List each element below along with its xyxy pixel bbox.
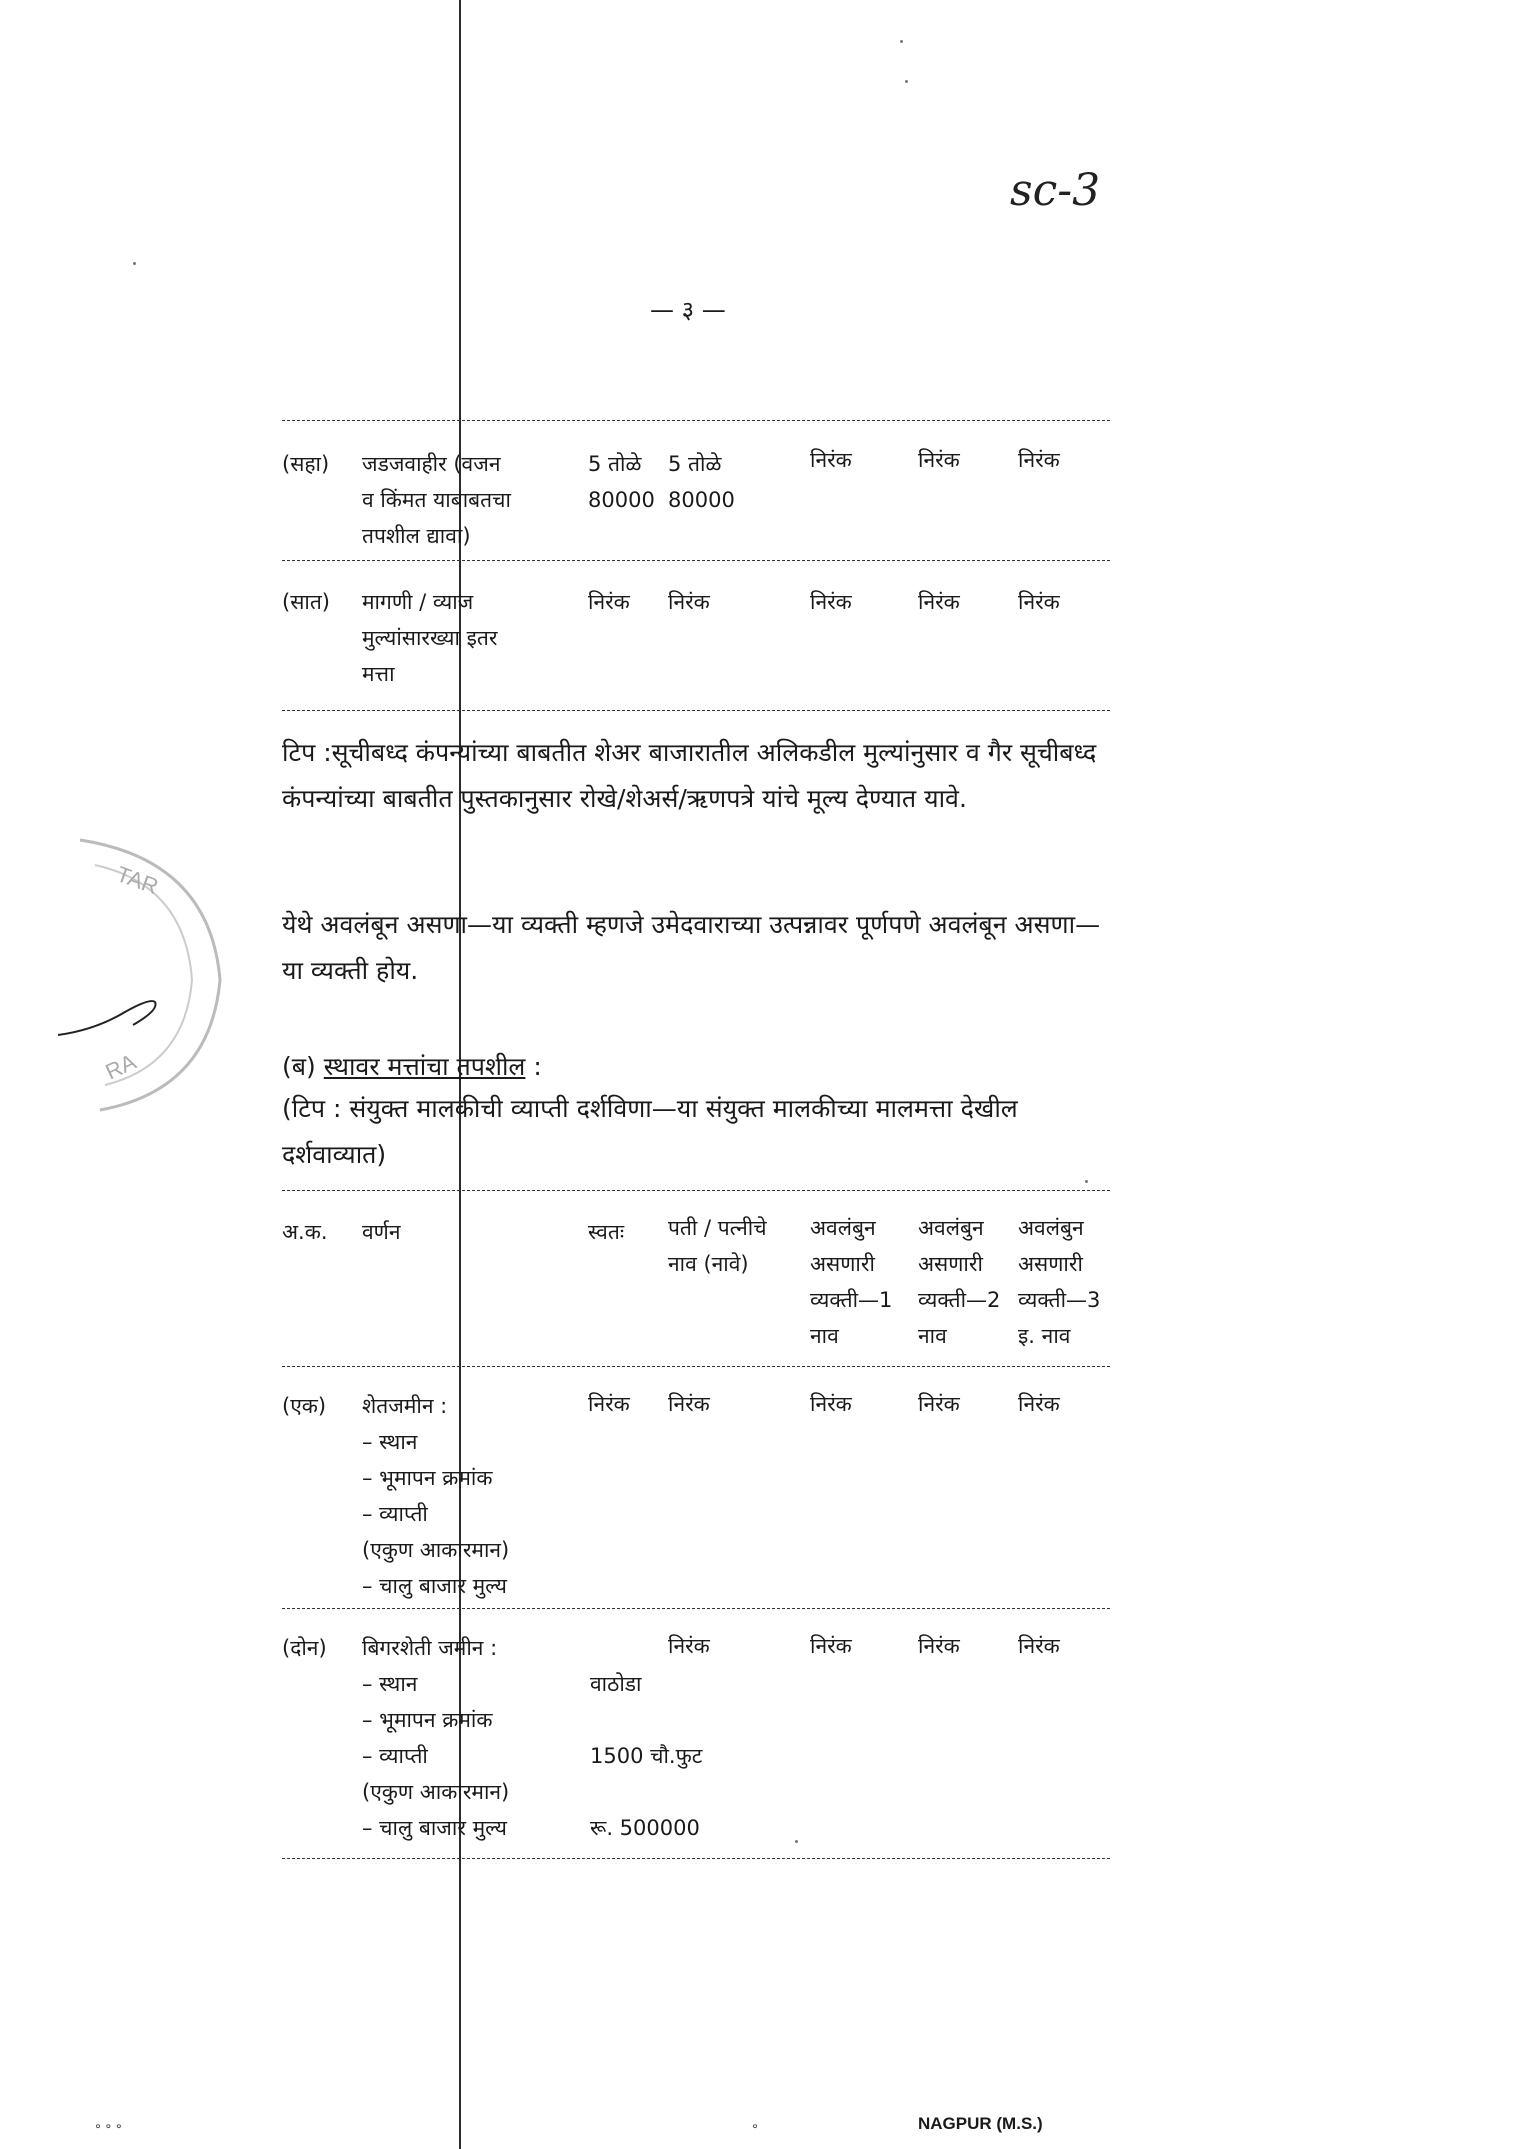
row-self-value: वाठोडा 1500 चौ.फुट रू. 500000 <box>590 1672 703 1840</box>
footer-center-mark: ॰ <box>752 2120 758 2136</box>
scan-speck <box>133 262 136 265</box>
row-dependent-3: निरंक <box>1018 590 1060 614</box>
row-self-value: 5 तोळे 80000 <box>588 452 655 512</box>
header-self: स्वतः <box>588 1220 625 1244</box>
row-self-value: निरंक <box>588 590 630 614</box>
header-dependent-1: अवलंबुन असणारी व्यक्ती—1 नाव <box>810 1216 893 1348</box>
header-divider <box>282 1366 1110 1367</box>
table-bottom-rule <box>282 1858 1110 1859</box>
section-b-prefix: (ब) <box>282 1052 316 1081</box>
footer-left-mark: ॰ ॰ ॰ <box>95 2120 122 2136</box>
row-serial: (दोन) <box>282 1636 327 1660</box>
svg-text:RA: RA <box>101 1048 140 1085</box>
row-dependent-2: निरंक <box>918 1392 960 1416</box>
row-dependent-3: निरंक <box>1018 1634 1060 1658</box>
row-dependent-1: निरंक <box>810 590 852 614</box>
section-b-heading <box>282 1044 542 1090</box>
scan-speck <box>1085 1180 1088 1183</box>
row-description: जडजवाहीर (वजन व किंमत याबाबतचा तपशील द्यावा) <box>362 452 511 548</box>
table-top-rule <box>282 1190 1110 1191</box>
signature-stroke <box>55 990 165 1050</box>
handwritten-reference: sc-3 <box>1010 165 1101 216</box>
header-description: वर्णन <box>362 1220 401 1244</box>
row-spouse-value: निरंक <box>668 1392 710 1416</box>
scan-speck <box>900 40 903 43</box>
row-spouse-value: निरंक <box>668 590 710 614</box>
scan-speck <box>795 1840 798 1843</box>
row-description: बिगरशेती जमीन : – स्थान – भूमापन क्रमांक – व्याप्ती (एकुण आकारमान) – चालु बाजार मुल्य <box>362 1636 510 1840</box>
row-serial: (सहा) <box>282 452 330 476</box>
row-dependent-2: निरंक <box>918 590 960 614</box>
note-dependents-definition: येथे अवलंबून असणा—या व्यक्ती म्हणजे उमेदवाराच्या उत्पन्नावर पूर्णपणे अवलंबून असणा—या व्यक्ती होय. <box>282 910 1101 985</box>
scan-speck <box>905 80 908 83</box>
row-self-value: निरंक <box>588 1392 630 1416</box>
table-top-rule <box>282 420 1110 421</box>
row-spouse-value: निरंक <box>668 1634 710 1658</box>
note-shares-valuation: टिप :सूचीबध्द कंपन्यांच्या बाबतीत शेअर बाजारातील अलिकडील मुल्यांनुसार व गैर सूचीबध्द कंपन्यांच्या बाबतीत पुस्तकानुसार रोखे/शेअर्स/ऋणपत्रे यांचे मूल्य देण्यात यावे. <box>282 738 1097 813</box>
row-description: शेतजमीन : – स्थान – भूमापन क्रमांक – व्याप्ती (एकुण आकारमान) – चालु बाजार मुल्य <box>362 1394 510 1598</box>
row-dependent-2: निरंक <box>918 448 960 472</box>
table-bottom-rule <box>282 710 1110 711</box>
row-divider <box>282 560 1110 561</box>
row-spouse-value: 5 तोळे 80000 <box>668 452 735 512</box>
section-b-colon: : <box>533 1052 542 1081</box>
row-dependent-2: निरंक <box>918 1634 960 1658</box>
row-serial: (एक) <box>282 1394 327 1418</box>
header-spouse: पती / पत्नीचे नाव (नावे) <box>668 1216 767 1276</box>
row-dependent-3: निरंक <box>1018 1392 1060 1416</box>
header-serial: अ.क. <box>282 1220 328 1244</box>
page-number: — ३ — <box>650 296 726 324</box>
section-b-note: (टिप : संयुक्त मालकीची व्याप्ती दर्शविणा—या संयुक्त मालकीच्या मालमत्ता देखील दर्शवाव्यात) <box>282 1094 1018 1169</box>
row-dependent-1: निरंक <box>810 1634 852 1658</box>
faint-seal-stamp <box>60 820 230 1120</box>
row-dependent-1: निरंक <box>810 1392 852 1416</box>
row-dependent-3: निरंक <box>1018 448 1060 472</box>
header-dependent-2: अवलंबुन असणारी व्यक्ती—2 नाव <box>918 1216 1001 1348</box>
row-description: मागणी / व्याज मुल्यांसारख्या इतर मत्ता <box>362 590 498 686</box>
row-divider <box>282 1608 1110 1609</box>
header-dependent-3: अवलंबुन असणारी व्यक्ती—3 इ. नाव <box>1018 1216 1101 1348</box>
row-dependent-1: निरंक <box>810 448 852 472</box>
section-b-title: स्थावर मत्तांचा तपशील <box>323 1052 526 1081</box>
row-serial: (सात) <box>282 590 330 614</box>
svg-text:TAR: TAR <box>113 861 162 900</box>
footer-location-stamp: NAGPUR (M.S.) <box>918 2114 1043 2133</box>
